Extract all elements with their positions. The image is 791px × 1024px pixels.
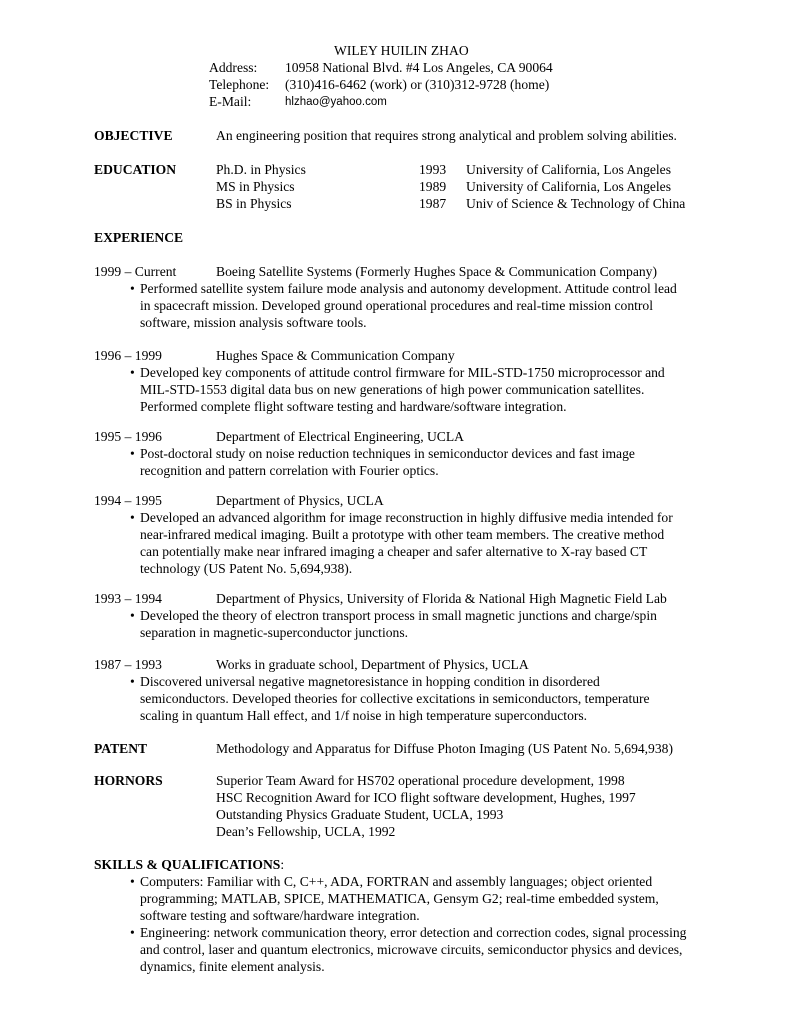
objective-text: An engineering position that requires strong analytical and problem solving abilities. xyxy=(216,128,677,143)
email-link[interactable]: hlzhao@yahoo.com xyxy=(285,96,387,108)
experience-dates: 1987 – 1993 xyxy=(94,657,162,672)
education-degree: MS in Physics xyxy=(216,179,295,194)
experience-line: Developed an advanced algorithm for image reconstruction in highly diffusive media intended for xyxy=(140,510,673,525)
skills-line: software testing and software/hardware integration. xyxy=(140,908,420,923)
honors-item: Superior Team Award for HS702 operational procedure development, 1998 xyxy=(216,773,625,788)
experience-dates: 1994 – 1995 xyxy=(94,493,162,508)
skills-line: Computers: Familiar with C, C++, ADA, FORTRAN and assembly languages; object oriented xyxy=(140,874,653,889)
experience-line: recognition and pattern correlation with Fourier optics. xyxy=(140,463,439,478)
experience-org: Department of Electrical Engineering, UCLA xyxy=(216,429,464,444)
telephone-label: Telephone: xyxy=(209,77,270,92)
experience-line: technology (US Patent No. 5,694,938). xyxy=(140,561,353,576)
experience-org: Hughes Space & Communication Company xyxy=(216,348,455,363)
experience-org: Department of Physics, UCLA xyxy=(216,493,384,508)
resume-name: WILEY HUILIN ZHAO xyxy=(334,43,469,58)
email-label: E-Mail: xyxy=(209,94,252,109)
experience-org: Department of Physics, University of Florida & National High Magnetic Field Lab xyxy=(216,591,667,606)
skills-line: and control, laser and quantum electronics, microwave circuits, semiconductor physics and devices, xyxy=(140,942,683,957)
experience-line: Developed key components of attitude control firmware for MIL-STD-1750 microprocessor and xyxy=(140,365,665,380)
experience-line: Post-doctoral study on noise reduction techniques in semiconductor devices and fast image xyxy=(140,446,635,461)
experience-line: MIL-STD-1553 digital data bus on new generations of high power communication satellites. xyxy=(140,382,645,397)
honors-item: Dean’s Fellowship, UCLA, 1992 xyxy=(216,824,396,839)
experience-line: semiconductors. Developed theories for collective excitations in semiconductors, temperature xyxy=(140,691,650,706)
skills-heading xyxy=(94,856,284,873)
experience-dates: 1993 – 1994 xyxy=(94,591,162,606)
experience-dates: 1995 – 1996 xyxy=(94,429,162,444)
honors-item: HSC Recognition Award for ICO flight software development, Hughes, 1997 xyxy=(216,790,636,805)
experience-line: scaling in quantum Hall effect, and 1/f noise in high temperature superconductors. xyxy=(140,708,588,723)
bullet-icon: • xyxy=(130,510,135,525)
education-year: 1993 xyxy=(419,162,447,177)
experience-org: Boeing Satellite Systems (Formerly Hughes Space & Communication Company) xyxy=(216,264,657,279)
honors-heading: HORNORS xyxy=(94,773,163,788)
experience-org: Works in graduate school, Department of Physics, UCLA xyxy=(216,657,529,672)
skills-heading-colon: : xyxy=(280,857,285,872)
experience-line: Discovered universal negative magnetoresistance in hopping condition in disordered xyxy=(140,674,600,689)
experience-line: separation in magnetic-superconductor junctions. xyxy=(140,625,409,640)
bullet-icon: • xyxy=(130,608,135,623)
education-heading: EDUCATION xyxy=(94,162,177,177)
experience-line: near-infrared medical imaging. Built a prototype with other team members. The creative method xyxy=(140,527,665,542)
experience-heading: EXPERIENCE xyxy=(94,230,184,245)
patent-text: Methodology and Apparatus for Diffuse Photon Imaging (US Patent No. 5,694,938) xyxy=(216,741,673,756)
education-degree: Ph.D. in Physics xyxy=(216,162,306,177)
objective-heading: OBJECTIVE xyxy=(94,128,173,143)
patent-heading: PATENT xyxy=(94,741,148,756)
bullet-icon: • xyxy=(130,874,135,889)
skills-line: Engineering: network communication theory, error detection and correction codes, signal processing xyxy=(140,925,687,940)
experience-line: in spacecraft mission. Developed ground operational procedures and real-time mission control xyxy=(140,298,654,313)
skills-line: dynamics, finite element analysis. xyxy=(140,959,325,974)
education-degree: BS in Physics xyxy=(216,196,292,211)
telephone-value: (310)416-6462 (work) or (310)312-9728 (home) xyxy=(285,77,550,92)
experience-line: can potentially make near infrared imaging a cheaper and safer alternative to X-ray based CT xyxy=(140,544,648,559)
experience-dates: 1999 – Current xyxy=(94,264,177,279)
bullet-icon: • xyxy=(130,674,135,689)
address-value: 10958 National Blvd. #4 Los Angeles, CA 90064 xyxy=(285,60,553,75)
experience-line: software, mission analysis software tools. xyxy=(140,315,367,330)
bullet-icon: • xyxy=(130,281,135,296)
experience-line: Performed satellite system failure mode analysis and autonomy development. Attitude control lead xyxy=(140,281,677,296)
education-school: Univ of Science & Technology of China xyxy=(466,196,686,211)
experience-line: Performed complete flight software testing and hardware/software integration. xyxy=(140,399,567,414)
bullet-icon: • xyxy=(130,925,135,940)
bullet-icon: • xyxy=(130,446,135,461)
education-school: University of California, Los Angeles xyxy=(466,162,672,177)
education-school: University of California, Los Angeles xyxy=(466,179,672,194)
honors-item: Outstanding Physics Graduate Student, UCLA, 1993 xyxy=(216,807,504,822)
education-year: 1987 xyxy=(419,196,447,211)
experience-line: Developed the theory of electron transport process in small magnetic junctions and charge/spin xyxy=(140,608,657,623)
address-label: Address: xyxy=(209,60,258,75)
experience-dates: 1996 – 1999 xyxy=(94,348,162,363)
education-year: 1989 xyxy=(419,179,447,194)
skills-line: programming; MATLAB, SPICE, MATHEMATICA, Gensym G2; real-time embedded system, xyxy=(140,891,659,906)
bullet-icon: • xyxy=(130,365,135,380)
skills-heading-text: SKILLS & QUALIFICATIONS xyxy=(94,857,281,872)
